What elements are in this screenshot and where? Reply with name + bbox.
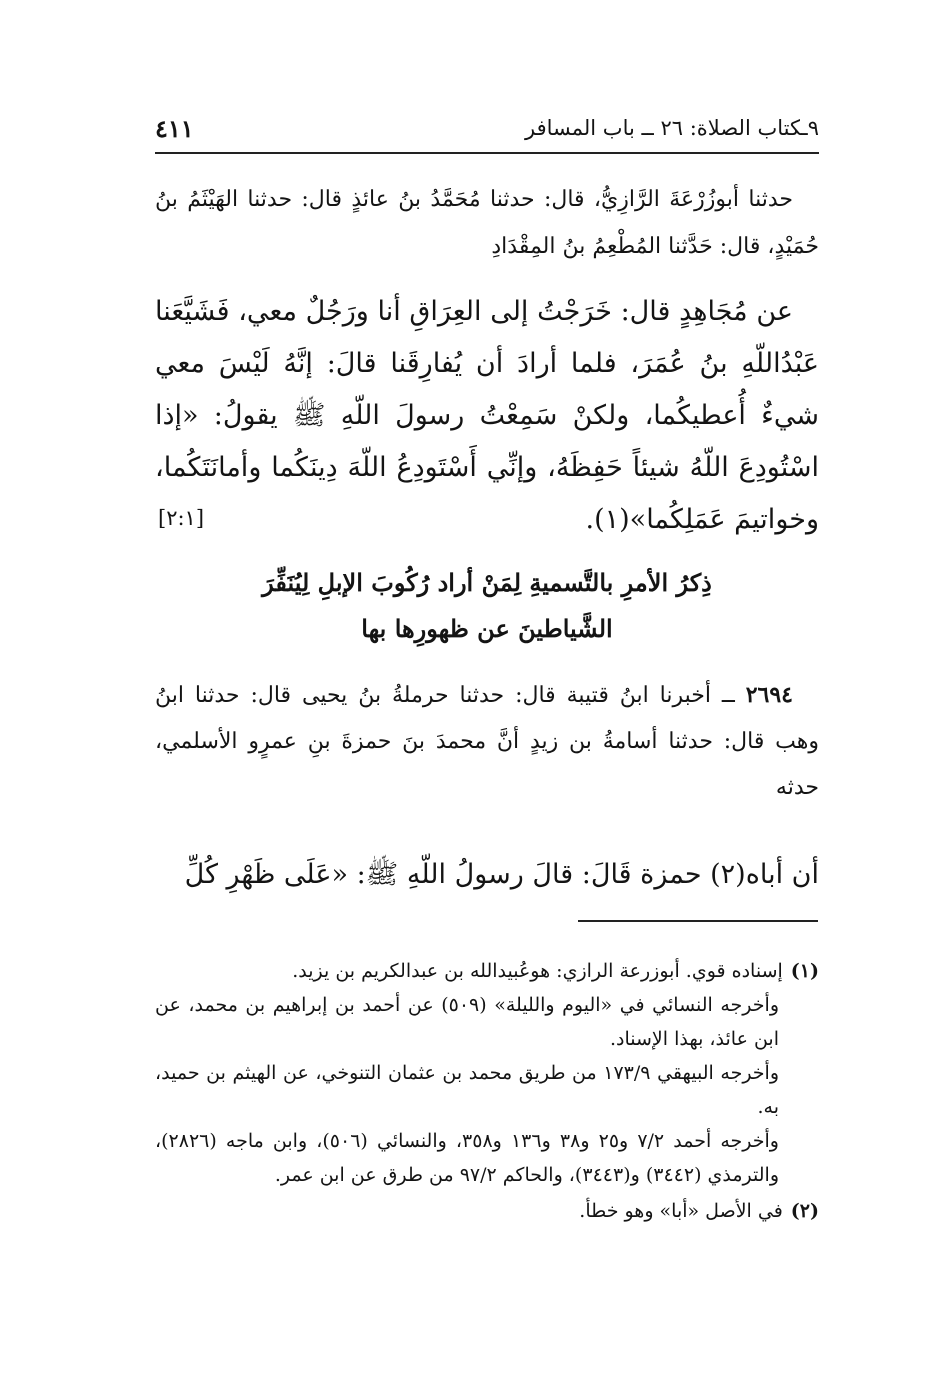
footnote-1-line-1: إسناده قوي. أبوزرعة الرازي: هوعُبيدالله بن عبدالكريم بن يزيد. (292, 960, 783, 982)
matn-paragraph-1 (155, 286, 819, 546)
running-title: ٩ـكتاب الصلاة: ٢٦ ــ باب المسافر (525, 116, 819, 140)
footnote-1-line-3: وأخرجه البيهقي ١٧٣/٩ من طريق محمد بن عثمان التنوخي، عن الهيثم بن حميد، به. (155, 1062, 779, 1118)
footnotes (155, 954, 819, 1230)
footnote-divider (578, 920, 818, 922)
footnote-number-1: (١) (790, 960, 819, 982)
footnote-1-line-2: وأخرجه النسائي في «اليوم والليلة» (٥٠٩) عن أحمد بن إبراهيم بن محمد، عن ابن عائذ، بهذا الإسناد. (155, 994, 779, 1050)
matn-paragraph-2 (155, 822, 819, 928)
footnote-1 (155, 954, 819, 1192)
page-number: ٤١١ (155, 114, 194, 143)
isnad-text-1: حدثنا أبوزُرْعَةَ الرَّازِيُّ، قال: حدثنا مُحَمَّدُ بنُ عائذٍ قال: حدثنا الهَيْثَمُ بنُ حُمَيْدٍ، قال: حَدَّثنا المُطْعِمُ بنُ المِقْدَادِ (155, 187, 819, 259)
isnad-paragraph-2 (155, 672, 819, 811)
isnad-text-2 (155, 672, 819, 811)
section-heading-line-1: ذِكرُ الأمرِ بالتَّسميةِ لِمَنْ أراد رُكُوبَ الإبلِ لِيُنَفِّرَ (262, 568, 712, 597)
footnote-number-2: (٢) (790, 1200, 819, 1222)
footnote-2 (155, 1194, 819, 1228)
hadith-number: ٢٦٩٤ (745, 682, 793, 708)
matn-text-2: أن أباه(٢) حمزة قَالَ: قالَ رسولُ اللّهِ ﷺ: «عَلَى ظَهْرِ كُلِّ (184, 859, 819, 890)
page-header (155, 108, 819, 154)
footnote-2-line-1: في الأصل «أبا» وهو خطأ. (579, 1200, 783, 1222)
isnad-paragraph-1 (155, 176, 819, 270)
section-heading-line-2: الشَّياطينَ عن ظهورِها بها (361, 614, 613, 643)
hadith-reference: [٢:١] (158, 506, 205, 530)
matn-text-1: عن مُجَاهِدٍ قال: خَرَجْتُ إلى العِرَاقِ أنا ورَجُلٌ معي، فَشَيَّعَنا عَبْدُاللّهِ بنُ عُمَرَ، فلما أرادَ أن يُفارِقَنا قالَ: إنَّهُ لَيْسَ معي شيءٌ أُعطيكُما، ولكنْ سَمِعْتُ رسولَ اللّهِ ﷺ يقولُ: «إذا اسْتُودِعَ اللّهُ شيئاً حَفِظَهُ، وإنِّي أَسْتَودِعُ اللّهَ دِينَكُما وأمانَتَكُما، وخواتيمَ عَمَلِكُما»(١). (155, 296, 819, 535)
isnad-chain-2: ــ أخبرنا ابنُ قتيبة قال: حدثنا حرملةُ بنُ يحيى قال: حدثنا ابنُ وهب قال: حدثنا أسامةُ بن زيدٍ أنَّ محمدَ بنَ حمزةَ بنِ عمرٍو الأسلمي، حدثه (155, 683, 819, 800)
footnote-1-line-4: وأخرجه أحمد ٧/٢ و٢٥ و٣٨ و١٣٦ و٣٥٨، والنسائي (٥٠٦)، وابن ماجه (٢٨٢٦)، والترمذي (٣٤٤٢) و(٣٤٤٣)، والحاكم ٩٧/٢ من طرق عن ابن عمر. (155, 1130, 779, 1186)
